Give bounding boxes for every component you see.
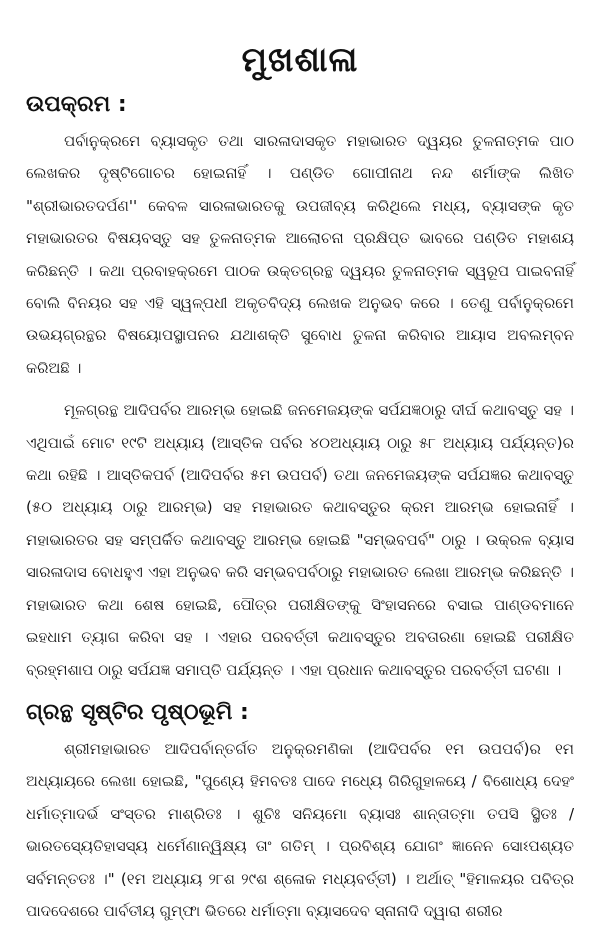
paragraph: ମୂଳଗ୍ରନ୍ଥ ଆଦିପର୍ବର ଆରମ୍ଭ ହୋଇଛି ଜନମେଜୟଙ୍କ ସର୍ପଯଜ୍ଞଠାରୁ ଦୀର୍ଘ କଥାବସ୍ତୁ ସହ । ଏଥିପାଇଁ ମୋଟ ୧୯ଟି ଅଧ୍ୟାୟ (ଆସ୍ତିକ ପର୍ବର ୪୦ଅଧ୍ୟାୟ ଠାରୁ ୫୮ ଅଧ୍ୟାୟ ପର୍ଯ୍ୟନ୍ତ)ର କଥା ରହିଛି । ଆସ୍ତିକପର୍ବ (ଆଦିପର୍ବର ୫ମ ଉପପର୍ବ) ତଥା ଜନମେଜୟଙ୍କ ସର୍ପଯଜ୍ଞର କଥାବସ୍ତୁ (୫୦ ଅଧ୍ୟାୟ ଠାରୁ ଆରମ୍ଭ) ସହ ମହାଭାରତ କଥାବସ୍ତୁର କ୍ରମ ଆରମ୍ଭ ହୋଇନାହିଁ । ମହାଭାରତର ସହ ସମ୍ପର୍କିତ କଥାବସ୍ତୁ ଆରମ୍ଭ ହୋଇଛି "ସମ୍ଭବପର୍ବ" ଠାରୁ । ଉକ୍ରଳ ବ୍ୟାସ ସାରଳାଦାସ ବୋଧହୁଏ ଏହା ଅନୁଭବ କରି ସମ୍ଭବପର୍ବଠାରୁ ମହାଭାରତ ଲେଖା ଆରମ୍ଭ କରିଛନ୍ତି । ମହାଭାରତ କଥା ଶେଷ ହୋଇଛି, ପୌତ୍ର ପରୀକ୍ଷିତଙ୍କୁ ସିଂହାସନରେ ବସାଇ ପାଣ୍ଡବମାନେ ଇହଧାମ ତ୍ୟାଗ କରିବା ସହ । ଏହାର ପରବର୍ତ୍ତୀ କଥାବସ୍ତୁର ଅବତାରଣା ହୋଇଛି ପରୀକ୍ଷିତ ବ୍ରହ୍ମଶାପ ଠାରୁ ସର୍ପଯଜ୍ଞ ସମାପ୍ତି ପର୍ଯ୍ୟନ୍ତ । ଏହା ପ୍ରଧାନ କଥାବସ୍ତୁର ପରବର୍ତ୍ତୀ ଘଟଣା । [26, 401, 574, 679]
paragraph: ପର୍ବାନୁକ୍ରମେ ବ୍ୟାସକୃତ ତଥା ସାରଳାଦାସକୃତ ମହାଭାରତ ଦ୍ୱୟର ତୁଳନାତ୍ମକ ପାଠ ଲେଖକର ଦୃଷ୍ଟିଗୋଚର ହୋଇନାହିଁ । ପଣ୍ଡିତ ଗୋପୀନାଥ ନନ୍ଦ ଶର୍ମାଙ୍କ ଲିଖିତ "ଶ୍ରୀଭାରତଦର୍ପଣ'' କେବଳ ସାରଳାଭାରତକୁ ଉପଜୀବ୍ୟ କରିଥିଲେ ମଧ୍ୟ, ବ୍ୟାସଙ୍କ କୃତ ମହାଭାରତର ବିଷୟବସ୍ତୁ ସହ ତୁଳନାତ୍ମକ ଆଲୋଚନା ପ୍ରକ୍ଷିପ୍ତ ଭାବରେ ପଣ୍ଡିତ ମହାଶୟ କରିଛନ୍ତି । କଥା ପ୍ରବାହକ୍ରମେ ପାଠକ ଉକ୍ତଗ୍ରନ୍ଥ ଦ୍ୱୟର ତୁଳନାତ୍ମକ ସ୍ୱରୂପ ପାଇବନାହିଁ ବୋଲି ବିନୟର ସହ ଏହି ସ୍ୱଳ୍ପଧୀ ଅକୃତବିଦ୍ୟ ଲେଖକ ଅନୁଭବ କରେ । ତେଣୁ ପର୍ବାନୁକ୍ରମେ ଉଭୟଗ୍ରନ୍ଥର ବିଷୟୋପସ୍ଥାପନର ଯଥାଶକ୍ତି ସୁବୋଧ ତୁଳନା କରିବାର ଆୟାସ ଅବଲମ୍ବନ କରିଅଛି । [26, 132, 574, 377]
paragraph: ଶ୍ରୀମହାଭାରତ ଆଦିପର୍ବାନ୍ତର୍ଗତ ଅନୁକ୍ରମଣିକା (ଆଦିପର୍ବର ୧ମ ଉପପର୍ବ)ର ୧ମ ଅଧ୍ୟାୟରେ ଲେଖା ହୋଇଛି, "ପୁଣ୍ୟେ ହିମବତଃ ପାଦେ ମଧ୍ୟେ ଗିରିଗୁହାଳୟେ / ବିଶୋଧ୍ୟ ଦେହଂ ଧର୍ମାତ୍ମାଦର୍ଭ ସଂସ୍ତର ମାଶ୍ରିତଃ । ଶୁଚିଃ ସନିୟମୋ ବ୍ୟାସଃ ଶାନ୍ତାତ୍ମା ତପସି ସ୍ଥିତଃ / ଭାରତସ୍ୟେତିହାସସ୍ୟ ଧର୍ମେଣାନ୍ୱିକ୍ଷ୍ୟ ତାଂ ଗତିମ୍ । ପ୍ରବିଶ୍ୟ ଯୋଗଂ ଜ୍ଞାନେନ ସୋଽପଶ୍ୟତ ସର୍ବମନ୍ତତଃ ।" (୧ମ ଅଧ୍ୟାୟ ୨୮ଶ ୨୯ଶ ଶ୍ଳୋକ ମଧ୍ୟବର୍ତ୍ତୀ) । ଅର୍ଥାତ୍ "ହିମାଳୟର ପବିତ୍ର ପାଦଦେଶରେ ପାର୍ବତୀୟ ଗୁମ୍ଫା ଭିତରେ ଧର୍ମାତ୍ମା ବ୍ୟାସଦେବ ସ୍ନାନାଦି ଦ୍ୱାରା ଶରୀର [26, 739, 574, 920]
section-heading-introduction: ଉପକ୍ରମ : [26, 92, 127, 117]
section-heading-background: ଗ୍ରନ୍ଥ ସୃଷ୍ଟିର ପୃଷ୍ଠଭୂମି : [26, 699, 249, 725]
page-title: ମୁଖଶାଳା [241, 40, 359, 80]
